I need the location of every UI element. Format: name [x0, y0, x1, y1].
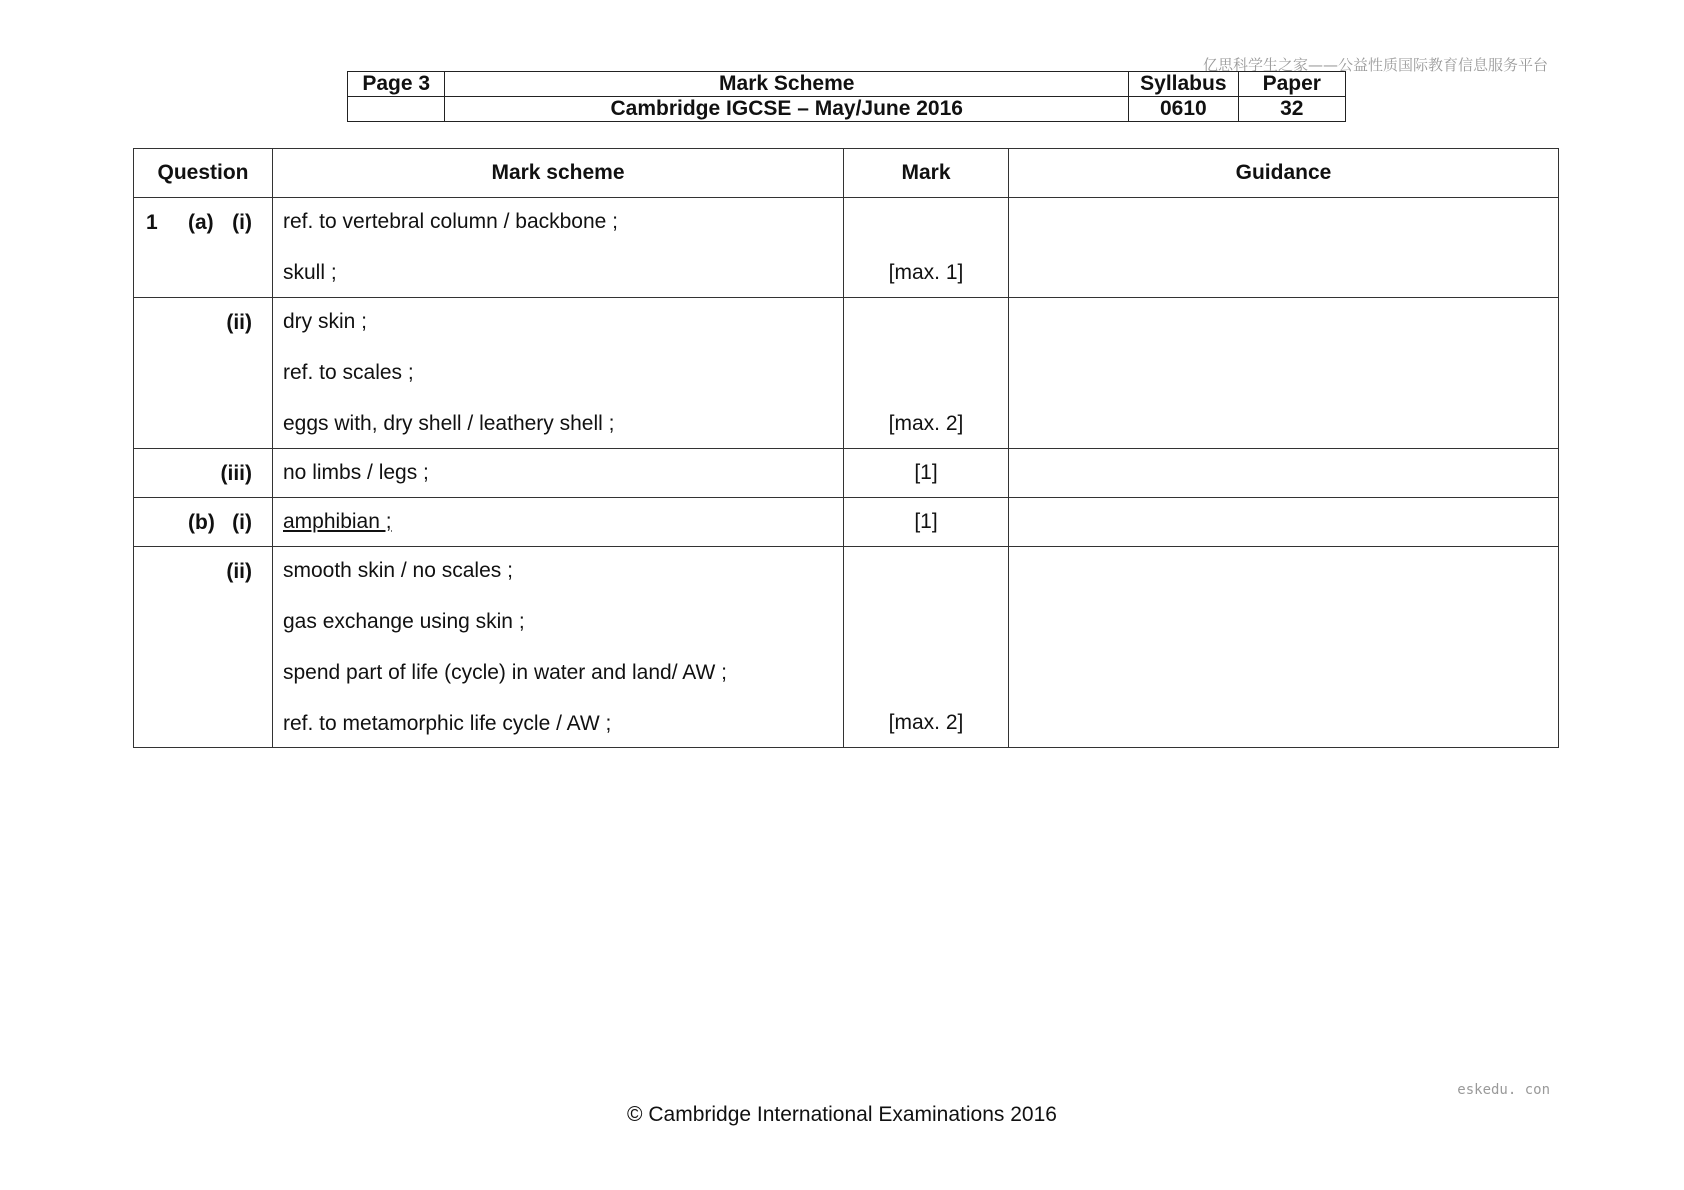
question-subpart: (i) [232, 511, 252, 534]
page-empty-cell [348, 97, 445, 122]
guidance-cell [1009, 498, 1559, 547]
scheme-line: ref. to metamorphic life cycle / AW ; [283, 712, 612, 735]
copyright-footer: © Cambridge International Examinations 2016 [627, 1103, 1057, 1126]
paper-label: Paper [1238, 72, 1345, 97]
mark-cell [844, 498, 1009, 547]
table-row [134, 547, 1559, 748]
table-row [134, 498, 1559, 547]
question-part: (b) [188, 511, 215, 534]
mark-scheme-table [133, 148, 1559, 748]
scheme-line: dry skin ; [283, 310, 368, 333]
scheme-line: no limbs / legs ; [283, 461, 429, 484]
mark-scheme-cell [273, 449, 844, 498]
paper-value: 32 [1238, 97, 1345, 122]
document-title: Mark Scheme [445, 72, 1129, 97]
scheme-line: spend part of life (cycle) in water and land/ AW ; [283, 661, 727, 684]
guidance-cell [1009, 298, 1559, 449]
header-mark-scheme: Mark scheme [273, 149, 844, 198]
scheme-line: amphibian ; [283, 510, 392, 533]
mark-value: [max. 2] [888, 412, 964, 435]
scheme-line: ref. to vertebral column / backbone ; [283, 210, 619, 233]
header-table [347, 71, 1346, 122]
scheme-line: ref. to scales ; [283, 361, 414, 384]
mark-value: [1] [914, 510, 938, 533]
table-row [134, 449, 1559, 498]
question-subpart: (ii) [226, 311, 252, 334]
question-cell [134, 449, 273, 498]
question-cell [134, 498, 273, 547]
guidance-cell [1009, 547, 1559, 748]
mark-scheme-cell [273, 298, 844, 449]
question-cell [134, 298, 273, 449]
table-row [134, 198, 1559, 298]
scheme-line: smooth skin / no scales ; [283, 559, 513, 582]
question-part: (a) [188, 211, 214, 234]
table-header-row [134, 149, 1559, 198]
question-cell [134, 547, 273, 748]
mark-cell [844, 298, 1009, 449]
header-question: Question [134, 149, 273, 198]
question-subpart: (ii) [226, 560, 252, 583]
scheme-line: skull ; [283, 261, 337, 284]
question-number: 1 [146, 211, 158, 234]
scheme-line: eggs with, dry shell / leathery shell ; [283, 412, 615, 435]
question-cell [134, 198, 273, 298]
question-subpart: (i) [232, 211, 252, 234]
mark-value: [max. 2] [888, 711, 964, 734]
guidance-cell [1009, 198, 1559, 298]
mark-scheme-cell [273, 498, 844, 547]
mark-cell [844, 198, 1009, 298]
header-mark: Mark [844, 149, 1009, 198]
mark-scheme-cell [273, 198, 844, 298]
guidance-cell [1009, 449, 1559, 498]
table-row [134, 298, 1559, 449]
watermark-top: 亿思科学生之家——公益性质国际教育信息服务平台 [1202, 56, 1548, 74]
mark-scheme-cell [273, 547, 844, 748]
mark-value: [max. 1] [888, 261, 964, 284]
mark-cell [844, 547, 1009, 748]
header-guidance: Guidance [1009, 149, 1559, 198]
scheme-line: gas exchange using skin ; [283, 610, 525, 633]
syllabus-value: 0610 [1129, 97, 1238, 122]
page-label: Page 3 [348, 72, 445, 97]
mark-cell [844, 449, 1009, 498]
syllabus-label: Syllabus [1129, 72, 1238, 97]
mark-value: [1] [914, 461, 938, 484]
question-subpart: (iii) [220, 462, 252, 485]
watermark-bottom: eskedu. con [1457, 1082, 1550, 1098]
document-subtitle: Cambridge IGCSE – May/June 2016 [445, 97, 1129, 122]
